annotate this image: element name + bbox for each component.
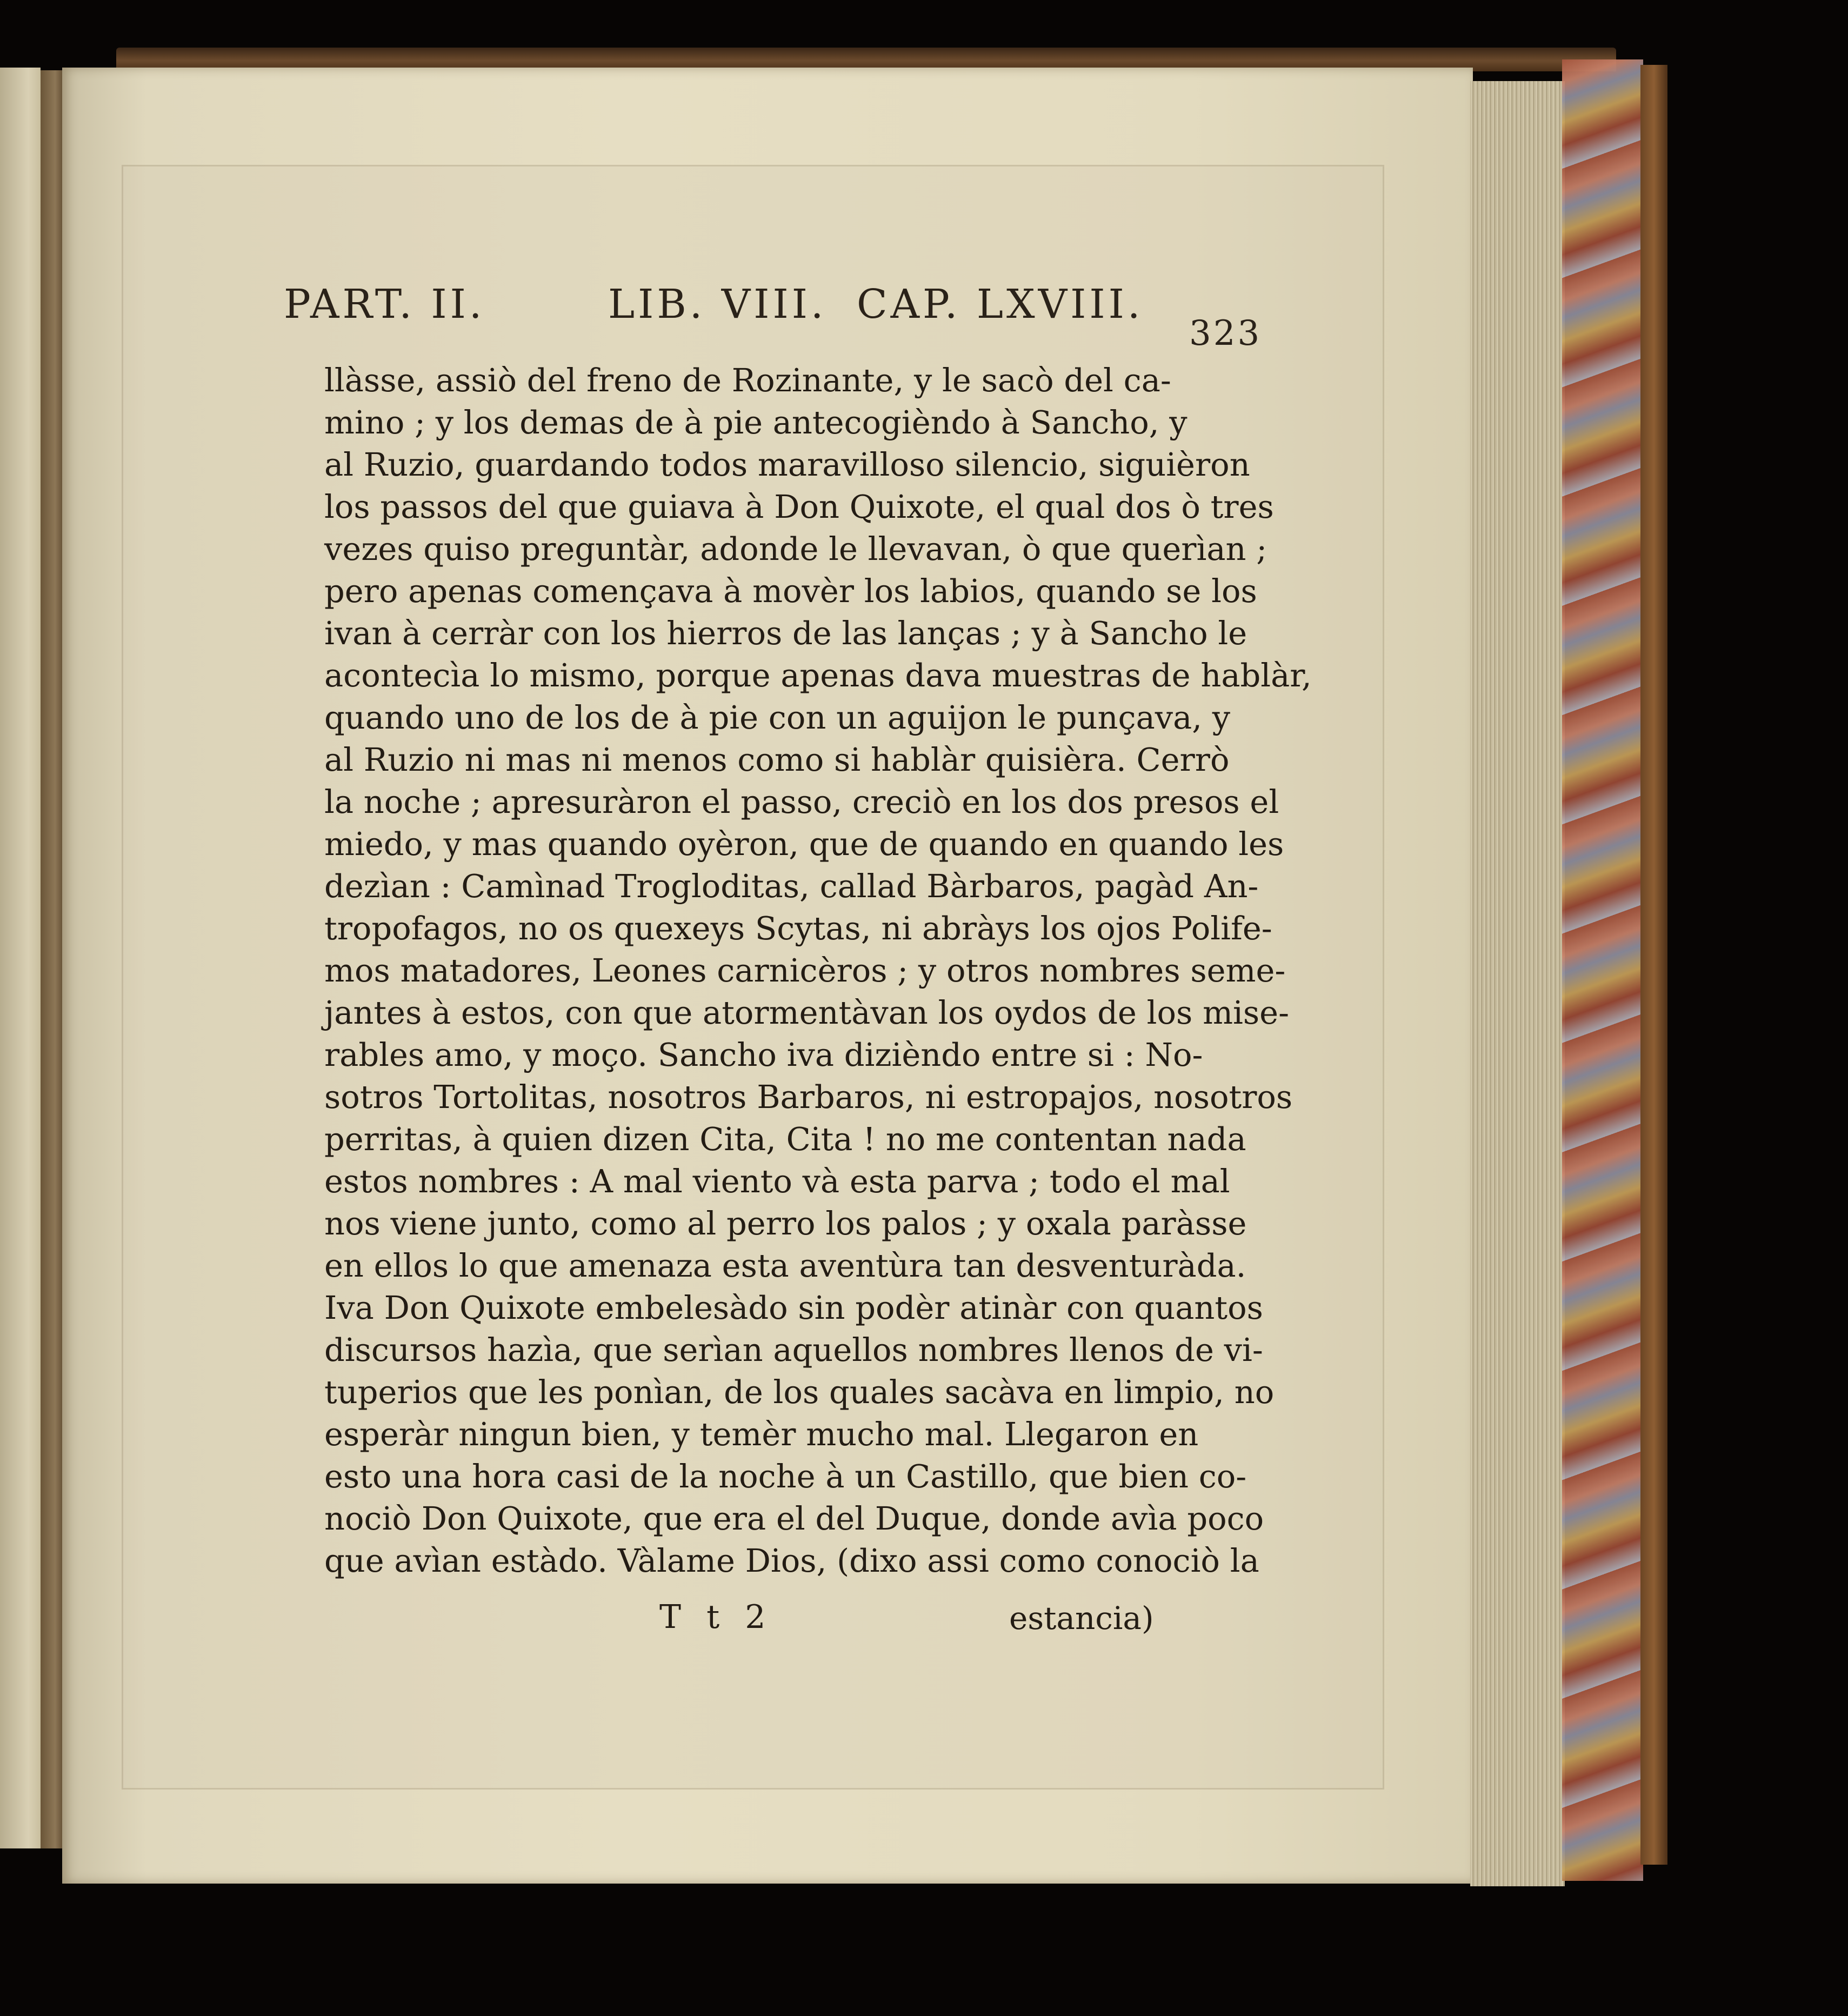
running-head-lib: LIB. VIII.: [608, 281, 827, 328]
text-line: al Ruzio ni mas ni menos como si hablàr quisièra. Cerrò: [324, 741, 1230, 778]
text-line: tuperios que les ponìan, de los quales sacàva en limpio, no: [324, 1373, 1275, 1411]
text-line: dezìan : Camìnad Trogloditas, callad Bàrbaros, pagàd An-: [324, 867, 1259, 905]
text-line: sotros Tortolitas, nosotros Barbaros, ni estropajos, nosotros: [324, 1078, 1293, 1116]
text-line: esto una hora casi de la noche à un Castillo, que bien co-: [324, 1458, 1247, 1495]
text-line: que avìan estàdo. Vàlame Dios, (dixo assi como conociò la: [324, 1542, 1259, 1579]
running-head-part: PART. II.: [284, 281, 485, 328]
text-line: vezes quiso preguntàr, adonde le llevavan, ò que querìan ;: [324, 530, 1267, 568]
text-line: nociò Don Quixote, que era el del Duque, donde avìa poco: [324, 1500, 1264, 1537]
text-line: mos matadores, Leones carnicèros ; y otros nombres seme-: [324, 952, 1286, 989]
text-line: esperàr ningun bien, y temèr mucho mal. Llegaron en: [324, 1416, 1199, 1453]
page-number: 323: [1189, 313, 1262, 353]
text-line: al Ruzio, guardando todos maravilloso silencio, siguièron: [324, 446, 1250, 483]
text-line: la noche ; apresuràron el passo, creciò en los dos presos el: [324, 783, 1279, 820]
body-text: [324, 359, 1312, 1582]
text-line: perritas, à quien dizen Cita, Cita ! no me contentan nada: [324, 1120, 1246, 1158]
text-line: miedo, y mas quando oyèron, que de quando en quando les: [324, 825, 1284, 863]
left-cover-edge: [41, 70, 65, 1848]
text-line: estos nombres : A mal viento và esta parva ; todo el mal: [324, 1163, 1230, 1200]
page-block-edges: [1470, 81, 1565, 1886]
marbled-cover-edge: [1562, 59, 1643, 1881]
facing-page-edge: [0, 68, 41, 1848]
text-line: discursos hazìa, que serìan aquellos nombres llenos de vi-: [324, 1331, 1263, 1369]
leather-binding-edge: [1640, 65, 1667, 1865]
text-line: quando uno de los de à pie con un aguijon le punçava, y: [324, 699, 1231, 736]
running-head-cap: CAP. LXVIII.: [857, 281, 1144, 328]
text-line: en ellos lo que amenaza esta aventùra tan desventuràda.: [324, 1247, 1246, 1284]
signature-mark: T t 2: [659, 1598, 773, 1636]
text-line: Iva Don Quixote embelesàdo sin podèr atinàr con quantos: [324, 1289, 1263, 1326]
text-line: jantes à estos, con que atormentàvan los oydos de los mise-: [324, 994, 1290, 1031]
text-line: rables amo, y moço. Sancho iva dizièndo entre si : No-: [324, 1036, 1203, 1073]
text-line: acontecìa lo mismo, porque apenas dava muestras de hablàr,: [324, 657, 1312, 694]
book-page: [62, 68, 1473, 1884]
text-line: mino ; y los demas de à pie antecogièndo à Sancho, y: [324, 404, 1187, 441]
text-line: pero apenas començava à movèr los labios, quando se los: [324, 572, 1257, 610]
text-line: ivan à cerràr con los hierros de las lanças ; y à Sancho le: [324, 615, 1247, 652]
text-line: tropofagos, no os quexeys Scytas, ni abràys los ojos Polife-: [324, 910, 1272, 947]
catchword: estancia): [1009, 1600, 1154, 1637]
text-line: los passos del que guiava à Don Quixote, el qual dos ò tres: [324, 488, 1274, 525]
text-line: llàsse, assiò del freno de Rozinante, y le sacò del ca-: [324, 362, 1171, 399]
text-line: nos viene junto, como al perro los palos ; y oxala paràsse: [324, 1205, 1247, 1242]
